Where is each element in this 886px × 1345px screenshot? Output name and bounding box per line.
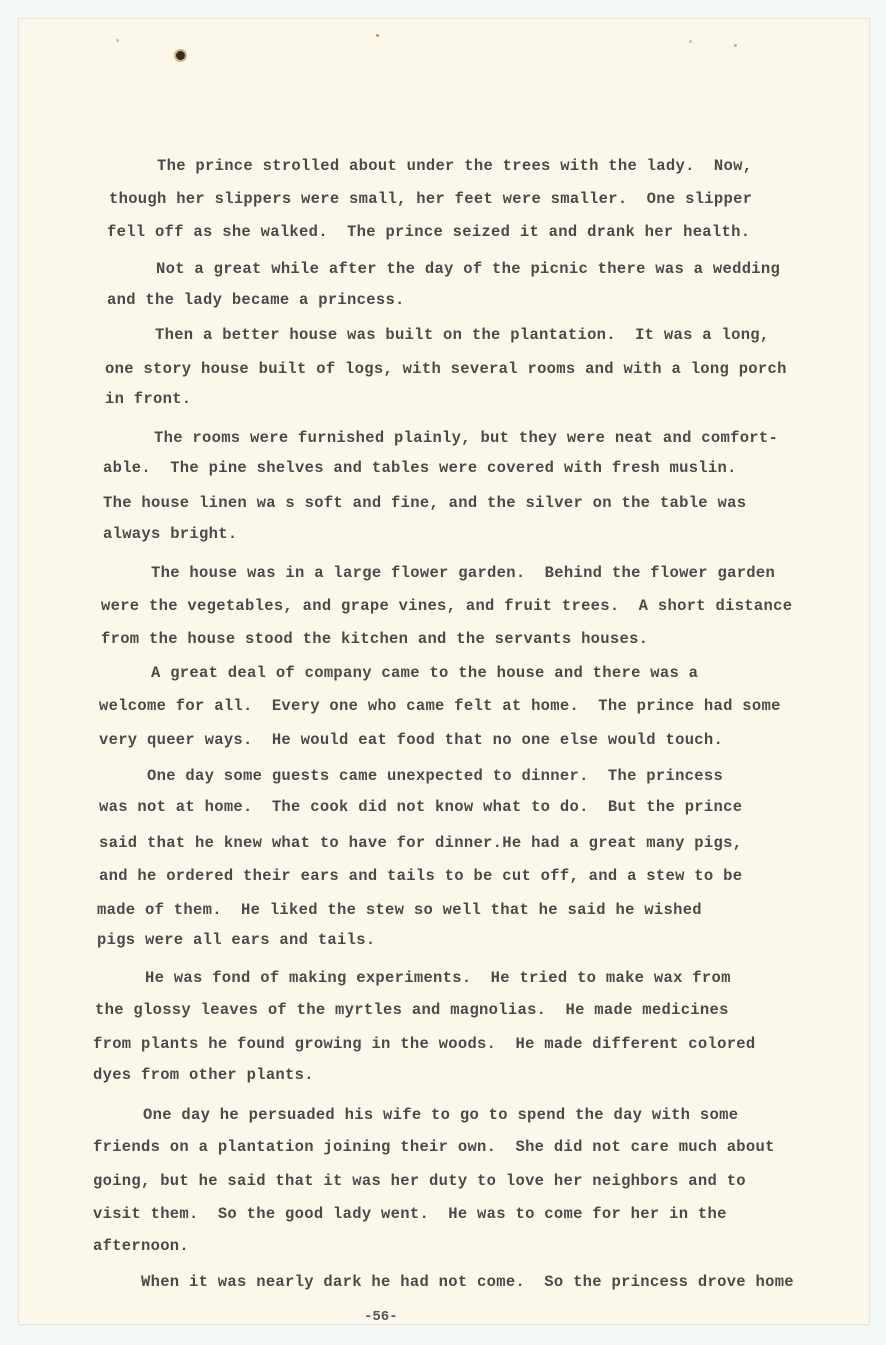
text-line: He was fond of making experiments. He tried to make wax from (145, 969, 731, 987)
text-line: very queer ways. He would eat food that no one else would touch. (99, 731, 724, 749)
text-line: going, but he said that it was her duty to love her neighbors and to (93, 1172, 746, 1190)
text-line: visit them. So the good lady went. He was to come for her in the (93, 1205, 727, 1223)
text-line: were the vegetables, and grape vines, and fruit trees. A short distance (101, 597, 793, 615)
text-line: and he ordered their ears and tails to be cut off, and a stew to be (99, 867, 743, 885)
text-line: The rooms were furnished plainly, but they were neat and comfort- (154, 429, 779, 447)
page-number: -56- (364, 1309, 398, 1325)
text-line: One day he persuaded his wife to go to spend the day with some (143, 1106, 739, 1124)
text-line: dyes from other plants. (93, 1066, 314, 1084)
text-line: from the house stood the kitchen and the servants houses. (101, 630, 649, 648)
text-line: always bright. (103, 525, 238, 543)
text-line: one story house built of logs, with several rooms and with a long porch (105, 360, 787, 378)
text-line: made of them. He liked the stew so well that he said he wished (97, 901, 702, 919)
text-line: pigs were all ears and tails. (97, 931, 376, 949)
text-line: friends on a plantation joining their own. She did not care much about (93, 1138, 775, 1156)
text-line: from plants he found growing in the woods. He made different colored (93, 1035, 756, 1053)
text-line: welcome for all. Every one who came felt at home. The prince had some (99, 697, 781, 715)
text-line: in front. (105, 390, 192, 408)
text-line: Then a better house was built on the plantation. It was a long, (155, 326, 770, 344)
text-line: A great deal of company came to the house and there was a (151, 664, 699, 682)
text-line: able. The pine shelves and tables were covered with fresh muslin. (103, 459, 737, 477)
text-line: fell off as she walked. The prince seized it and drank her health. (107, 223, 751, 241)
text-line: Not a great while after the day of the picnic there was a wedding (156, 260, 781, 278)
text-line: One day some guests came unexpected to dinner. The princess (147, 767, 724, 785)
text-line: The house linen wa s soft and fine, and the silver on the table was (103, 494, 747, 512)
text-line: When it was nearly dark he had not come. So the princess drove home (141, 1273, 794, 1291)
typewritten-page (18, 18, 870, 1325)
body-text (19, 19, 869, 1324)
text-line: though her slippers were small, her feet were smaller. One slipper (109, 190, 753, 208)
text-line: The prince strolled about under the trees with the lady. Now, (157, 157, 753, 175)
text-line: was not at home. The cook did not know what to do. But the prince (99, 798, 743, 816)
text-line: and the lady became a princess. (107, 291, 405, 309)
text-line: afternoon. (93, 1237, 190, 1255)
text-line: said that he knew what to have for dinner.He had a great many pigs, (99, 834, 743, 852)
text-line: the glossy leaves of the myrtles and magnolias. He made medicines (95, 1001, 729, 1019)
text-line: The house was in a large flower garden. Behind the flower garden (151, 564, 776, 582)
